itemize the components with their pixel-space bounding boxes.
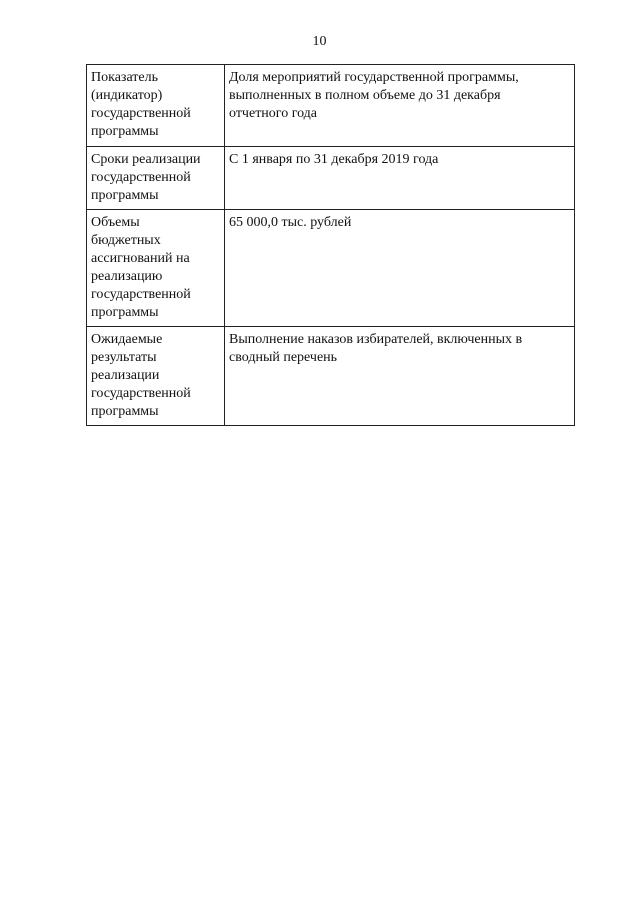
row-value: С 1 января по 31 декабря 2019 года	[229, 152, 439, 167]
row-value-cell	[225, 147, 575, 210]
table-row-timeline	[87, 147, 575, 210]
table-row-expected-results	[87, 327, 575, 426]
row-label-cell	[87, 147, 225, 210]
row-label-cell	[87, 327, 225, 426]
row-label: Показатель (индикатор) государственной программы	[91, 70, 191, 139]
row-label-cell	[87, 65, 225, 147]
table-row-indicator	[87, 65, 575, 147]
row-label: Объемы бюджетных ассигнований на реализацию государственной программы	[91, 215, 191, 320]
row-label-cell	[87, 210, 225, 327]
row-value-cell	[225, 65, 575, 147]
row-value: Выполнение наказов избирателей, включенных в сводный перечень	[229, 332, 523, 365]
row-value: 65 000,0 тыс. рублей	[229, 215, 352, 230]
row-value: Доля мероприятий государственной программы, выполненных в полном объеме до 31 декабря отчетного года	[229, 70, 519, 121]
row-label: Сроки реализации государственной программы	[91, 152, 201, 203]
row-value-cell	[225, 327, 575, 426]
row-value-cell	[225, 210, 575, 327]
table-row-budget	[87, 210, 575, 327]
row-label: Ожидаемые результаты реализации государственной программы	[91, 332, 191, 419]
program-passport-table	[86, 64, 575, 426]
page-number: 10	[312, 34, 327, 49]
